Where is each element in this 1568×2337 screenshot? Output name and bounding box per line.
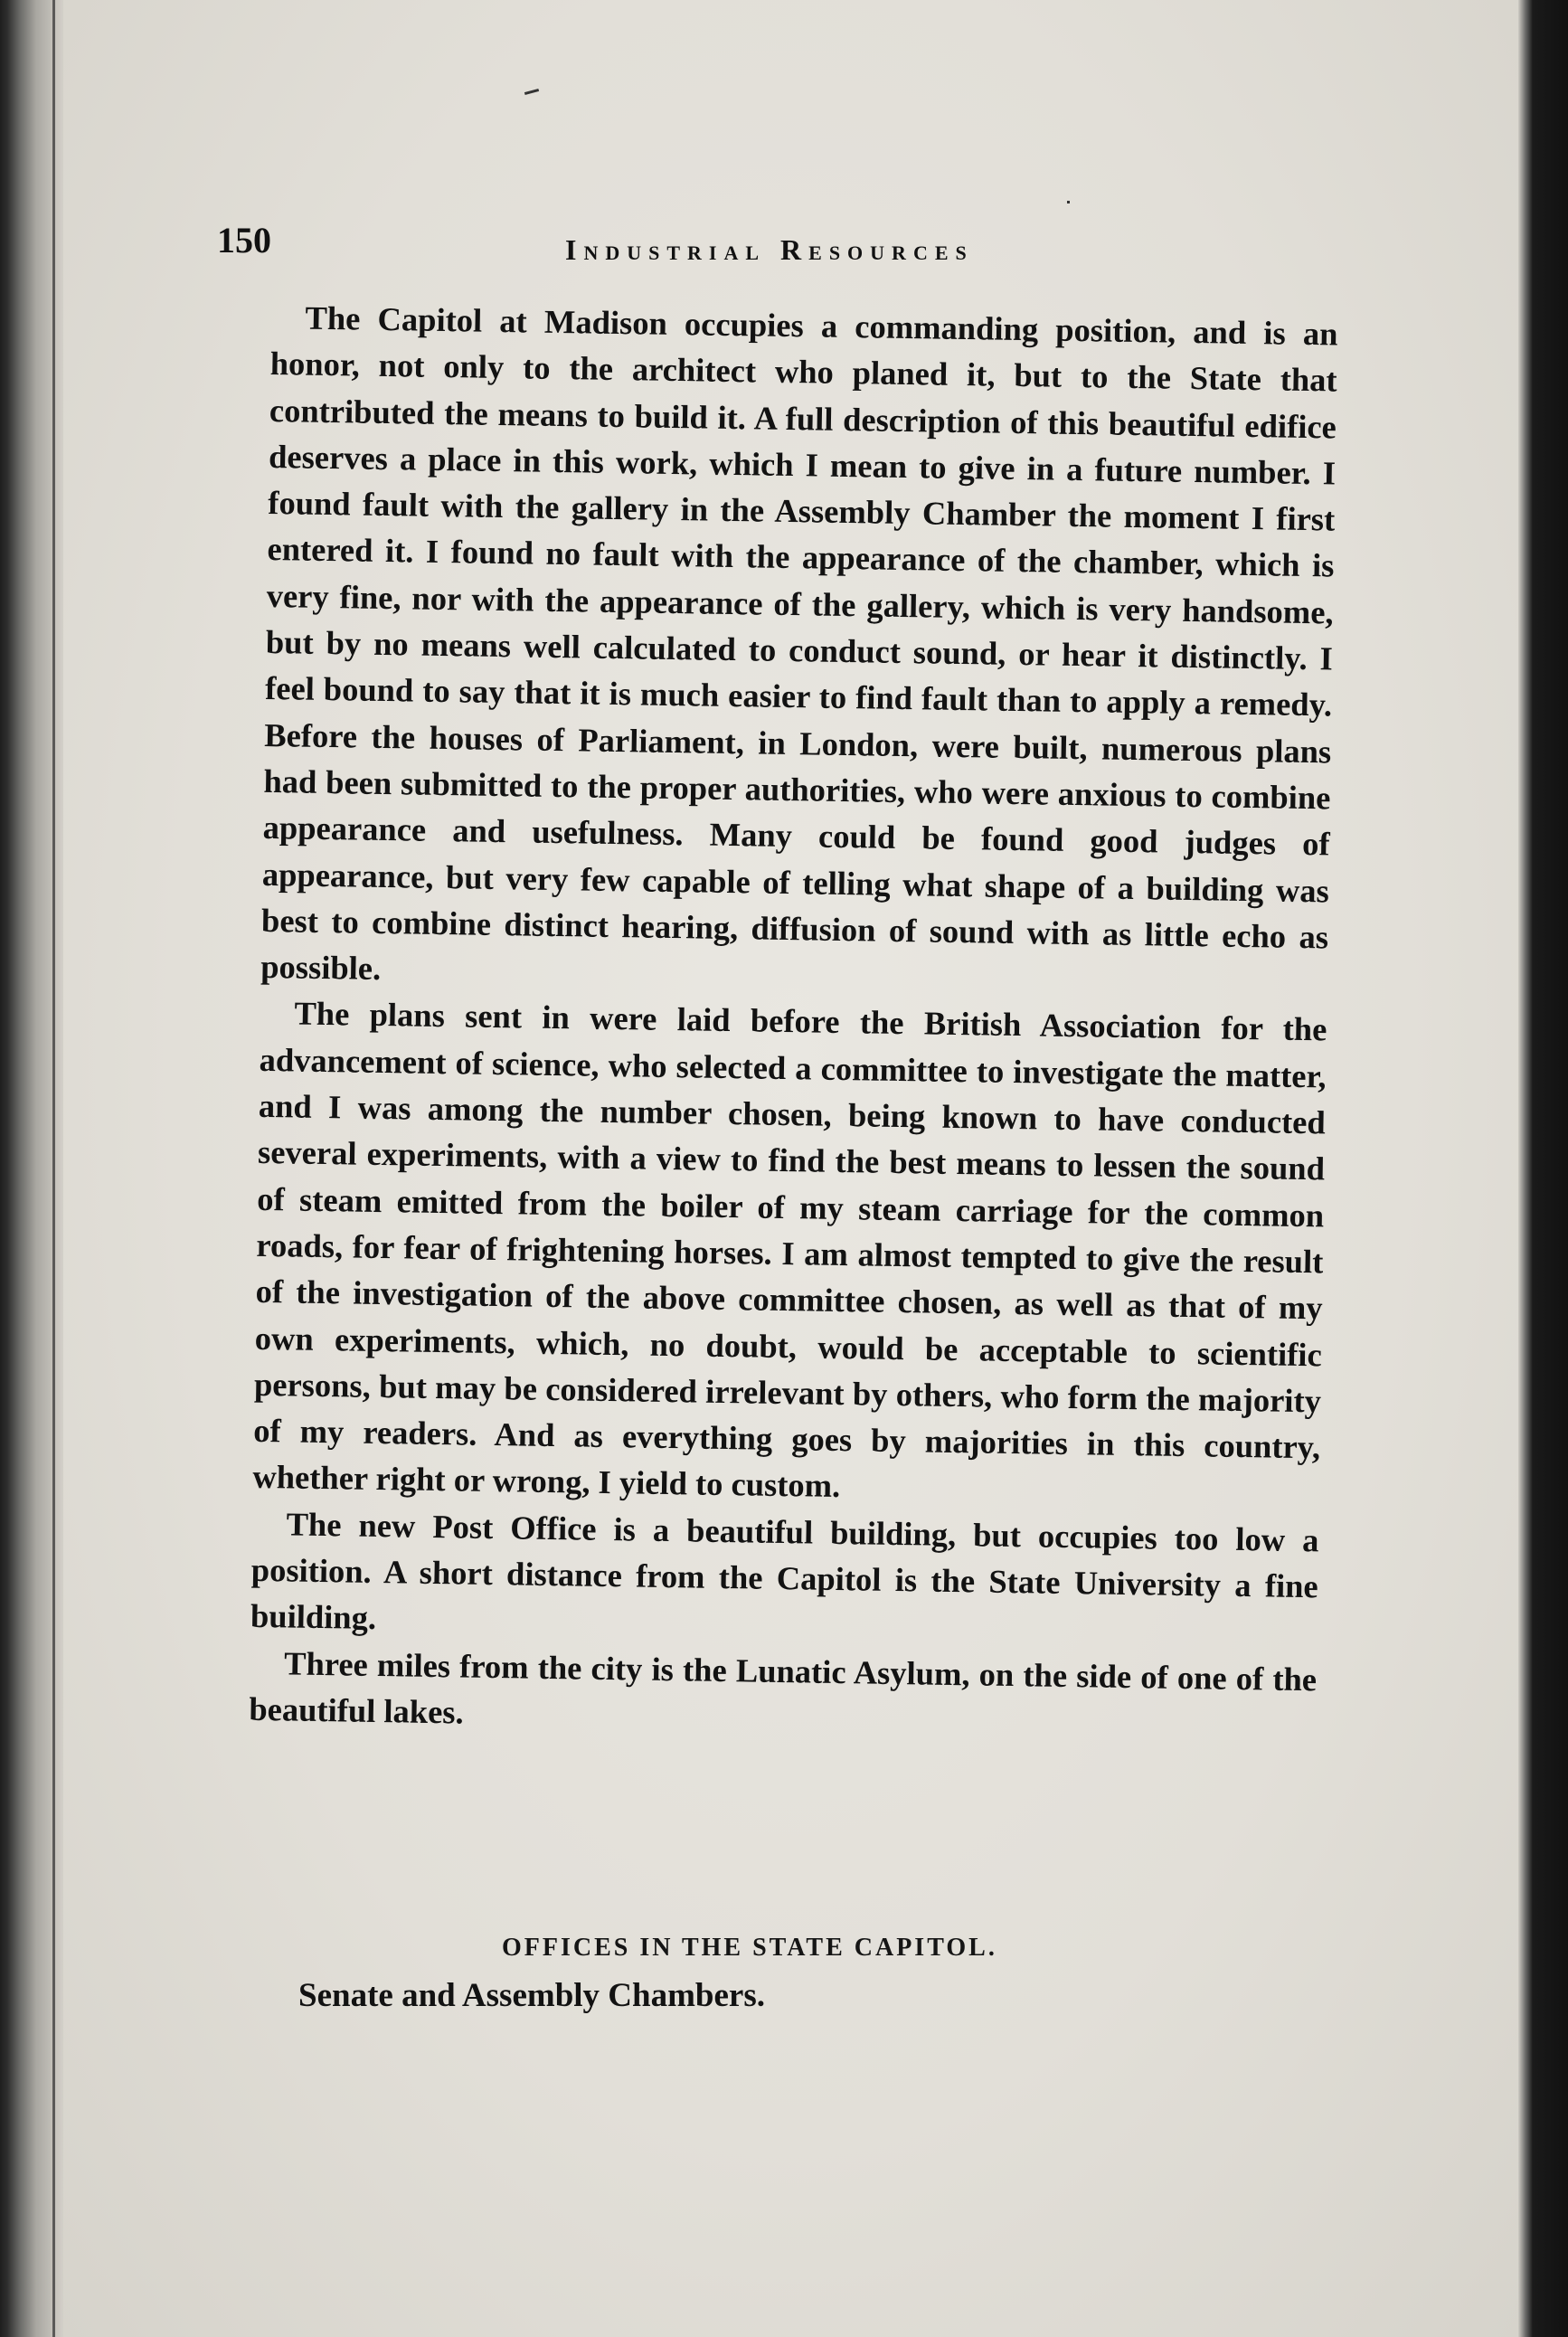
gutter-line xyxy=(52,0,55,2337)
section-heading: OFFICES IN THE STATE CAPITOL. xyxy=(502,1934,997,1962)
page-number: 150 xyxy=(217,220,271,260)
paragraph: The plans sent in were laid before the British Association for the advancement of science, who selected a committee to investigate the matter, and I was among the number chosen, being known to have conducted several experiments, with a view to find the best means to lessen the sound of steam emitted from the boiler of my steam carriage for the common roads, for fear of frightening horses. I am almost tempted to give the result of the investigation of the above committee chosen, as well as that of my own experiments, which, no doubt, would be acceptable to scientific persons, but may be considered irrelevant by others, who form the majority of my readers. And as everything goes by majorities in this country, whether right or wrong, I yield to custom. xyxy=(252,994,1327,1505)
ink-speck xyxy=(524,89,539,95)
paragraph: The new Post Office is a beautiful building, but occupies too low a position. A short distance from the Capitol is the State University a fine building. xyxy=(250,1505,1319,1637)
ink-speck xyxy=(1067,201,1070,203)
paragraph: Three miles from the city is the Lunatic Asylum, on the side of one of the beautiful lakes. xyxy=(249,1644,1318,1731)
running-title: Industrial Resources xyxy=(565,233,974,266)
paragraph: The Capitol at Madison occupies a commanding position, and is an honor, not only to the architect who planed it, but to the State that contributed the means to build it. A full description of this beautiful edifice deserves a place in this work, which I mean to give in a future number. I found fault with the gallery in the Assembly Chamber the moment I first entered it. I found no fault with the appearance of the chamber, which is very fine, nor with the appearance of the gallery, which is very handsome, but by no means well calculated to conduct sound, or hear it distinctly. I feel bound to say that it is much easier to find fault than to apply a remedy. Before the houses of Parliament, in London, were built, numerous plans had been submitted to the proper authorities, who were anxious to combine appearance and usefulness. Many could be found good judges of appearance, but very few capable of telling what shape of a building was best to combine distinct hearing, diffusion of sound with as little echo as possible. xyxy=(260,298,1338,988)
body-text xyxy=(249,294,1338,1749)
page-header xyxy=(217,219,1329,282)
section-first-line: Senate and Assembly Chambers. xyxy=(298,1977,765,2014)
scan-edge xyxy=(1518,0,1568,2337)
